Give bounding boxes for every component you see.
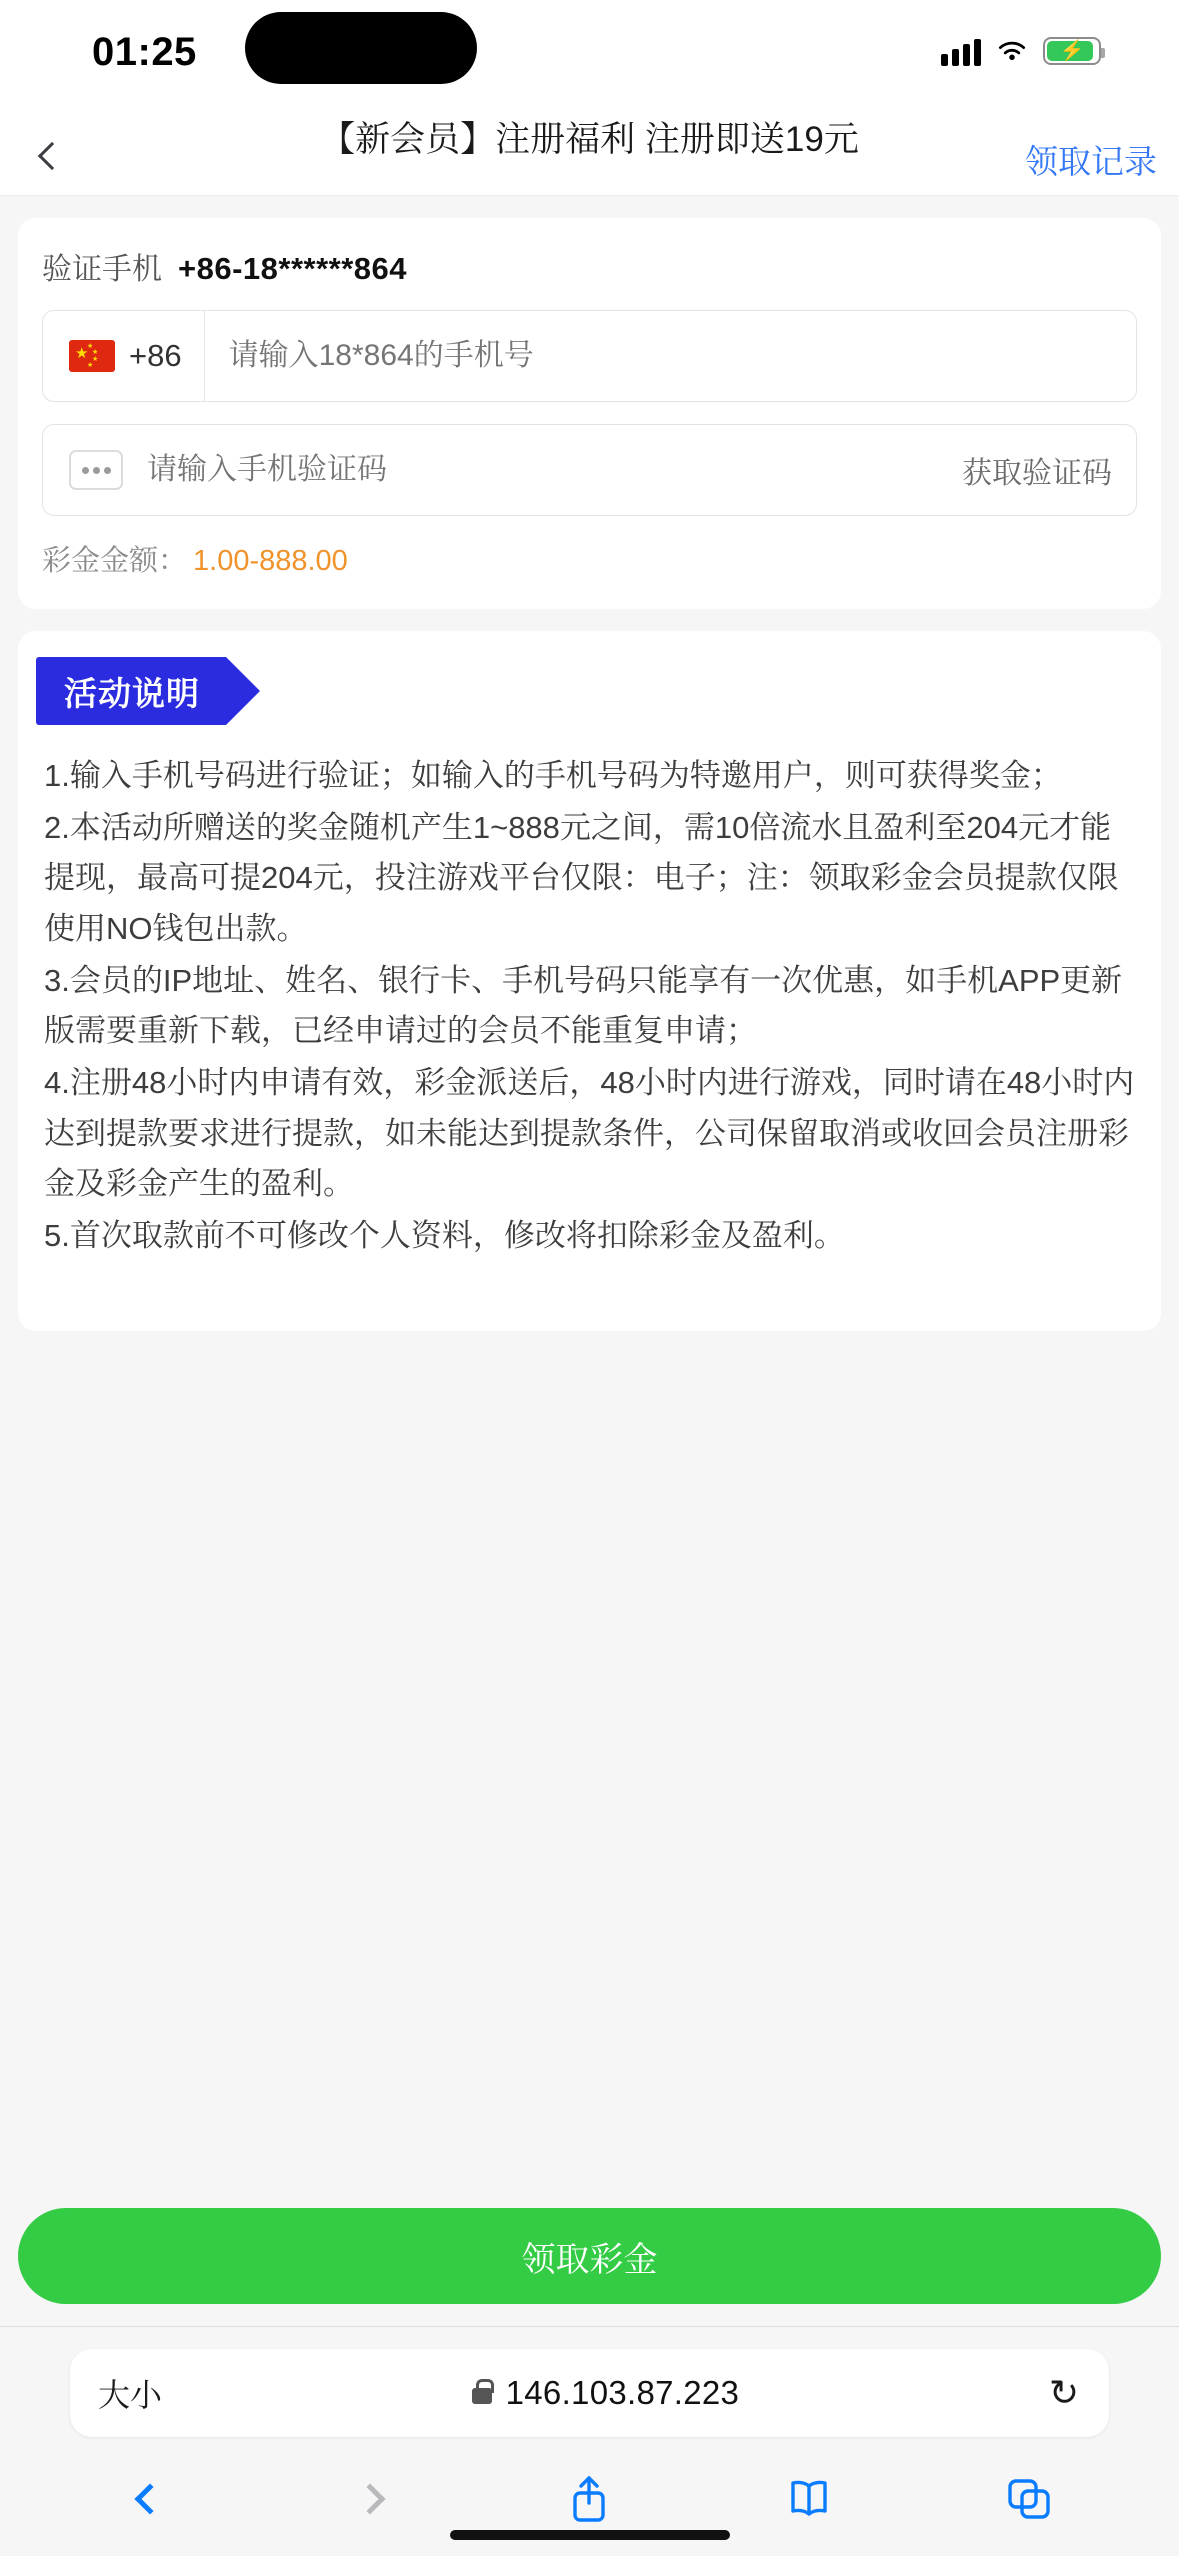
browser-toolbar xyxy=(0,2459,1179,2539)
get-code-button[interactable]: 获取验证码 xyxy=(962,457,1112,490)
bonus-amount-label: 彩金金额： xyxy=(42,545,188,577)
page-content xyxy=(0,196,1179,2556)
phone-input[interactable] xyxy=(205,339,1136,373)
page-title: 【新会员】注册福利 注册即送19元 xyxy=(320,120,859,159)
sms-code-icon xyxy=(69,450,123,490)
share-button[interactable] xyxy=(549,2463,629,2535)
bonus-amount-value: 1.00-888.00 xyxy=(193,545,348,577)
bookmarks-button[interactable] xyxy=(769,2463,849,2535)
book-icon xyxy=(785,2477,833,2521)
claim-records-link[interactable]: 领取记录 xyxy=(1025,143,1157,180)
verify-phone-value: +86-18******864 xyxy=(178,251,407,286)
rule-item: 1.输入手机号码进行验证；如输入的手机号码为特邀用户，则可获得奖金； xyxy=(44,758,1062,793)
bonus-amount-row xyxy=(42,538,1137,579)
home-indicator xyxy=(450,2530,730,2540)
chevron-left-icon xyxy=(134,2483,165,2514)
sms-code-field[interactable] xyxy=(42,424,1137,516)
rule-item: 4.注册48小时内申请有效，彩金派送后，48小时内进行游戏，同时请在48小时内达到提款要求进行提款，如未能达到提款条件，公司保留取消或收回会员注册彩金及彩金产生的盈利。 xyxy=(44,1065,1135,1201)
activity-rules-title: 活动说明 xyxy=(36,657,226,725)
url-bar[interactable] xyxy=(70,2349,1109,2437)
back-button[interactable] xyxy=(22,126,82,186)
share-icon xyxy=(567,2473,611,2525)
cta-container xyxy=(0,2194,1179,2326)
rule-item: 2.本活动所赠送的奖金随机产生1~888元之间，需10倍流水且盈利至204元才能提现，最高可提204元，投注游戏平台仅限：电子；注：领取彩金会员提款仅限使用NO钱包出款。 xyxy=(44,810,1119,946)
browser-bottom-bar xyxy=(0,2326,1179,2556)
rule-item: 5.首次取款前不可修改个人资料，修改将扣除彩金及盈利。 xyxy=(44,1217,845,1253)
verification-card xyxy=(18,218,1161,609)
dynamic-island xyxy=(245,12,477,84)
activity-rules-text xyxy=(18,725,1161,1261)
status-bar-clock: 01:25 xyxy=(92,30,197,74)
url-display[interactable] xyxy=(162,2374,1049,2412)
china-flag-icon: ★ ★ ★ ★ ★ xyxy=(69,340,115,372)
country-code-selector[interactable] xyxy=(43,311,205,401)
lock-icon xyxy=(472,2388,492,2404)
reload-button[interactable]: ↻ xyxy=(1048,2372,1079,2413)
phone-field[interactable] xyxy=(42,310,1137,402)
browser-forward-button[interactable] xyxy=(330,2463,410,2535)
sms-code-input[interactable] xyxy=(123,453,952,487)
rule-item: 3.会员的IP地址、姓名、银行卡、手机号码只能享有一次优惠，如手机APP更新版需要重新下载，已经申请过的会员不能重复申请； xyxy=(44,962,1123,1049)
verify-phone-row xyxy=(42,244,1137,288)
battery-charging-icon: ⚡ xyxy=(1043,37,1101,65)
url-text: 146.103.87.223 xyxy=(505,2374,740,2411)
claim-bonus-button[interactable]: 领取彩金 xyxy=(18,2208,1161,2304)
activity-rules-ribbon xyxy=(36,657,226,725)
browser-back-button[interactable] xyxy=(110,2463,190,2535)
wifi-icon xyxy=(995,38,1029,64)
text-size-button[interactable]: 大小 xyxy=(98,2377,163,2413)
chevron-right-icon xyxy=(354,2483,385,2514)
status-bar xyxy=(0,0,1179,118)
chevron-left-icon xyxy=(38,142,66,170)
page-header xyxy=(0,118,1179,196)
country-code-value: +86 xyxy=(129,338,182,373)
ribbon-arrow-icon xyxy=(226,657,260,725)
tabs-icon xyxy=(1005,2476,1053,2522)
activity-rules-card xyxy=(18,631,1161,1331)
verify-phone-label: 验证手机 xyxy=(42,253,162,286)
tabs-button[interactable] xyxy=(989,2463,1069,2535)
status-bar-indicators xyxy=(941,36,1101,66)
cellular-bars-icon xyxy=(941,36,981,66)
